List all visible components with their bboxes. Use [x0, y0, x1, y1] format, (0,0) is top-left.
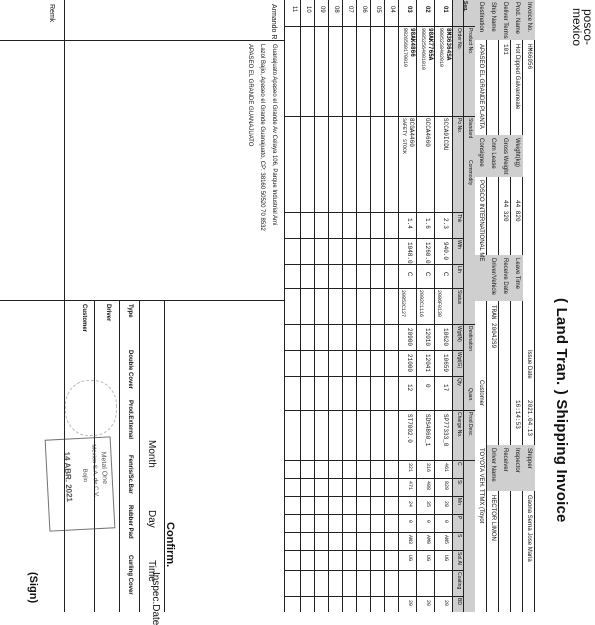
row-divider — [284, 0, 285, 612]
time-label: Time — [146, 560, 157, 582]
table-cell-s: AN5 — [443, 535, 449, 545]
option-double-cover: Double Cover — [127, 350, 133, 390]
table-cell-charge-no: SDS4860_1 — [424, 414, 431, 447]
ship-name-label: Ship Name — [490, 2, 496, 32]
table-cell-thk: 1.6 — [424, 218, 431, 229]
table-cell-mn: 28 — [443, 501, 449, 508]
col-coating: Coating — [456, 572, 462, 590]
col-status: Status — [456, 290, 462, 305]
address-line3: APASEO EL GRANDE GUANAJUATO — [247, 44, 253, 147]
stamp-line2: Mexico S.A. de C.V. — [89, 444, 99, 498]
divider — [498, 0, 499, 612]
grid-line — [285, 596, 464, 597]
grid-line — [0, 300, 285, 301]
received-stamp — [45, 436, 116, 531]
table-cell-po-no: SCCA9ICDU — [442, 118, 449, 151]
table-cell-order-no: 98052564601010 — [420, 28, 426, 71]
divider — [463, 0, 464, 612]
table-cell-product-no: 98AK7765A — [427, 28, 434, 61]
col-quan: Quan. — [467, 388, 473, 402]
row-divider — [328, 0, 329, 612]
customer-value: TOYOTA VEH. TTMX (Toyot — [478, 448, 484, 524]
address-line2: Lazol Bajio, Apaseo el Grande Guanajuato, CP: 38160 50520 70 8532 — [259, 44, 265, 231]
destination-value: APASEO EL GRANDE PLANTA — [478, 44, 484, 129]
column-header-shade — [453, 0, 475, 612]
table-cell-po-no: 8CGA4460 — [408, 118, 415, 147]
grid-line — [285, 496, 464, 497]
stamp-line3: Bajio — [81, 468, 88, 483]
grid-line — [285, 288, 464, 289]
table-cell-bd: 20 — [443, 600, 449, 607]
weight-value: 44 820 — [514, 200, 521, 222]
grid-line — [285, 532, 464, 533]
col-thk: Thk — [456, 214, 462, 223]
row-number: 10 — [305, 6, 311, 13]
table-cell-bd: 20 — [407, 600, 413, 607]
grid-line — [285, 212, 464, 213]
remark-label: Remk — [48, 4, 55, 23]
shipper-label: Shipper — [526, 448, 532, 469]
col-lth: Lth — [456, 266, 462, 273]
col-c: C — [456, 462, 462, 466]
table-cell-p: 0 — [443, 520, 449, 524]
table-cell-wth: 940.0 — [442, 242, 449, 261]
row-divider — [356, 0, 357, 612]
cnm-lease-label: Cnm Lease — [490, 138, 496, 169]
driver-name-label: Driver Name — [490, 448, 496, 482]
destination-label: Destination — [478, 2, 484, 33]
table-cell-c: 321 — [407, 463, 413, 473]
option-curling-cover: Curling Cover — [127, 555, 133, 595]
divider — [119, 300, 120, 612]
divider — [522, 0, 523, 612]
table-cell-c: 316 — [425, 463, 431, 473]
shipper-value: Gaona Serna Jose Maria — [526, 495, 532, 562]
row-divider — [434, 0, 435, 612]
table-cell-bd: 20 — [425, 600, 431, 607]
divider — [486, 0, 487, 612]
table-cell-order-no: 8826560170010 — [402, 28, 408, 68]
stamp-date: 14 ABR. 2021 — [62, 451, 74, 503]
row-divider — [314, 0, 315, 612]
table-cell-charge-no: SP77333_0 — [442, 414, 449, 447]
table-cell-lth: C — [442, 272, 448, 277]
issue-date-value: 2021.04.13 — [526, 400, 533, 437]
weight-label: Weight(kg) — [514, 138, 520, 167]
table-cell-wgt-g: 10659 — [442, 354, 449, 373]
table-cell-si: 828 — [443, 481, 449, 491]
row-number: 04 — [389, 6, 395, 13]
col-standard: Standard — [467, 118, 473, 139]
leave-time-value: 16:14:53 — [514, 400, 521, 429]
col-charge-no: Charge No. — [456, 412, 462, 438]
grid-line — [285, 376, 464, 377]
invoice-no-label: Invoice No. — [526, 2, 532, 33]
table-cell-product-no: 8M36364SA — [445, 28, 452, 61]
row-divider — [384, 0, 385, 612]
col-wgt-n: Wgt(N) — [456, 326, 462, 342]
month-label: Month — [146, 440, 157, 468]
divider — [510, 0, 511, 612]
gross-weight-value: 44 320 — [502, 200, 509, 222]
invoice-title: ( Land Tran. ) Shipping Invoice — [553, 298, 570, 523]
inspector-label: Inspector — [514, 448, 520, 473]
table-cell-order-no: 98052S8462010 — [438, 28, 444, 68]
grid-line — [285, 570, 464, 571]
driver-vehicle-label: Driver/Vehicle — [490, 258, 496, 296]
posco-logo — [571, 8, 593, 46]
col-product-no: Product No. — [467, 28, 473, 55]
table-cell-wth: 1260.0 — [424, 242, 431, 264]
receiver-label: Receiver — [502, 448, 508, 472]
table-cell-charge-no: ST7002.0 — [406, 414, 413, 443]
col-p: P — [456, 516, 462, 520]
col-seq: Seq. — [462, 1, 468, 12]
col-s: S — [456, 534, 462, 538]
grid-line — [285, 478, 464, 479]
row-number: 09 — [319, 6, 325, 13]
stamp-line1: Metal One — [99, 451, 109, 485]
row-divider — [300, 0, 301, 612]
col-wgt-g: Wgt(G) — [456, 352, 462, 369]
table-cell-qty: 17 — [442, 384, 449, 392]
row-number: 05 — [375, 6, 381, 13]
table-cell-product-no: 98AK4866 — [409, 28, 416, 57]
type-label: Type — [127, 304, 133, 318]
col-commodity: Commodity — [467, 160, 473, 186]
table-cell-sol-al: UG — [425, 555, 431, 562]
row-divider — [370, 0, 371, 612]
invoice-no-value: HM66056 — [526, 44, 533, 70]
consignee-label: Consignee — [478, 138, 484, 167]
customer-sign-label: Customer — [81, 304, 87, 333]
consignee-value: POSCO INTERNATIONAL ME — [478, 180, 484, 262]
leave-time-label: Leave Time — [514, 258, 520, 290]
table-cell-lth: C — [424, 272, 430, 277]
col-mn: Mn — [456, 498, 462, 505]
divider — [534, 0, 535, 612]
row-divider — [342, 0, 343, 612]
row-number: 06 — [361, 6, 367, 13]
driver-vehicle-value: TRAN 2004JS9 — [490, 305, 497, 349]
table-cell-thk: 1.4 — [406, 218, 413, 229]
grid-line — [0, 40, 285, 41]
table-cell-status: 2092C1116 — [418, 290, 424, 318]
gross-weight-label: Gross Weight — [502, 138, 508, 175]
table-cell-s: AM0 — [425, 535, 431, 545]
table-cell-seq: 03 — [406, 6, 412, 13]
signature-scribble — [65, 380, 117, 436]
option-prod-external: Prod.External — [127, 400, 133, 440]
grid-line — [285, 514, 464, 515]
table-cell-sol-al: UG — [407, 555, 413, 562]
issue-date-label: Issue Date — [526, 350, 532, 379]
table-cell-wth: 1048.0 — [406, 242, 413, 264]
receive-date-label: Receive Date — [502, 258, 508, 295]
col-si: Si — [456, 480, 462, 485]
col-qty: Qty — [456, 378, 462, 386]
col-bd: BD — [456, 598, 462, 605]
table-cell-wgt-n: 10620 — [442, 328, 449, 347]
table-cell-thk: 2.3 — [442, 218, 449, 229]
option-rubber-pad: Rubber Pad — [127, 505, 133, 539]
table-cell-seq: 02 — [424, 6, 430, 13]
sign-label: (Sign) — [27, 572, 39, 604]
address-name: Armando R. — [270, 4, 277, 42]
table-cell-wgt-g: 12041 — [424, 354, 431, 373]
prod-name-label: Prod. Name — [514, 2, 520, 35]
day-label: Day — [146, 510, 157, 528]
col-destination: Destination — [467, 326, 473, 352]
divider — [164, 300, 165, 612]
confirm-heading: Confirm. — [164, 522, 176, 568]
inspec-date-label: Inspec.Date — [150, 572, 161, 625]
table-cell-po-no: GCCA4660 — [424, 118, 431, 147]
table-cell-sol-al: UG — [443, 555, 449, 562]
row-divider — [416, 0, 417, 612]
table-cell-s: AN3 — [407, 535, 413, 545]
table-cell-p: 0 — [425, 520, 431, 524]
col-wth: Wth — [456, 240, 462, 249]
table-cell-mn: 24 — [407, 501, 413, 508]
table-cell-mn: 35 — [425, 501, 431, 508]
col-sol-al: Sol.Al — [456, 552, 462, 566]
table-cell-qty: 0 — [424, 384, 431, 388]
table-cell-seq: 01 — [442, 6, 448, 13]
col-po-no: Po No. — [456, 118, 462, 134]
table-cell-wgt-g: 21000 — [406, 354, 413, 373]
table-cell-c: 461 — [443, 463, 449, 473]
grid-line — [285, 550, 464, 551]
table-cell-qty: 12 — [406, 384, 413, 392]
customer-label: Customer — [478, 380, 484, 407]
table-cell-po-note: SAFETY STOCK — [401, 118, 407, 155]
divider — [452, 0, 453, 612]
row-number: 07 — [347, 6, 353, 13]
row-number: 08 — [333, 6, 339, 13]
divider — [139, 300, 140, 612]
table-cell-status: 2086F0130 — [436, 290, 442, 318]
table-cell-wgt-n: 12010 — [424, 328, 431, 347]
table-cell-si: 471 — [407, 481, 413, 491]
grid-line — [285, 264, 464, 265]
address-line1: Guanajuato Apaseo el Grande Av Celaya 106, Parque Industrial Ami — [271, 44, 277, 226]
grid-line — [285, 350, 464, 351]
table-cell-status: 20852C127 — [400, 290, 406, 318]
driver-name-value: HECTOR LIMON — [490, 495, 496, 541]
table-cell-si: 488 — [425, 481, 431, 491]
prod-name-value: Hot Dipped Galvanneale — [514, 44, 520, 110]
logo-line2: mexico — [570, 8, 584, 47]
row-number: 11 — [291, 6, 297, 13]
option-fenris: Fenris/Sc.Bar — [127, 455, 133, 494]
logo-line1: posco- — [581, 8, 595, 46]
deliver-terms-label: Deliver Terms — [502, 2, 508, 39]
col-prod-desc: Prod.Desc. — [467, 412, 473, 437]
driver-label: Driver — [105, 304, 111, 322]
row-divider — [398, 0, 399, 612]
table-cell-wgt-n: 20900 — [406, 328, 413, 347]
grid-line — [285, 238, 464, 239]
table-cell-p: 0 — [407, 520, 413, 524]
col-order-no: Order No. — [456, 28, 462, 50]
table-cell-lth: C — [406, 272, 412, 277]
deliver-terms-value: 101 — [502, 44, 509, 55]
